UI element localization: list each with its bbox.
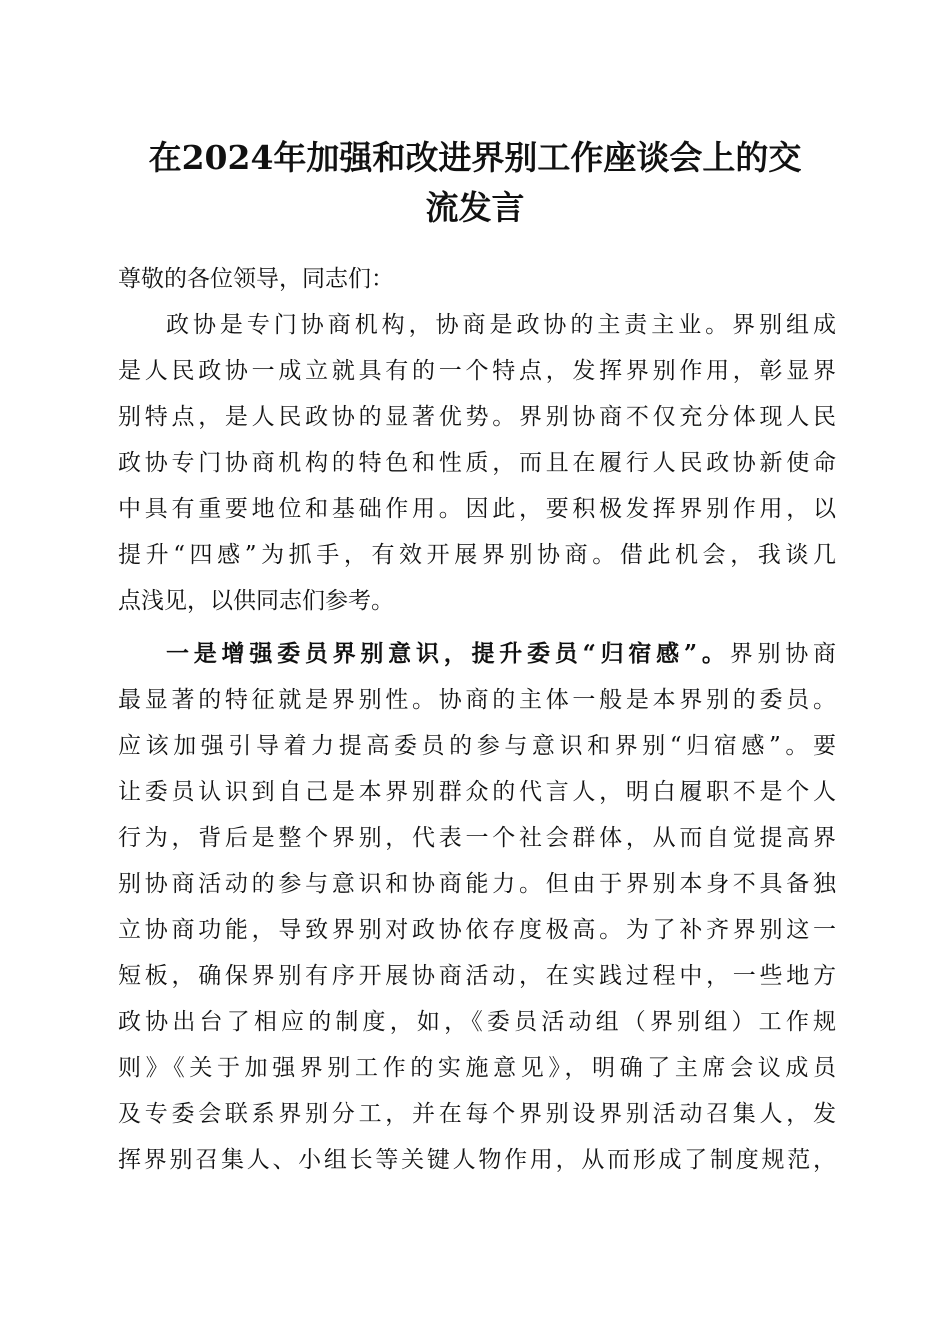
paragraph-line: 行为，背后是整个界别，代表一个社会群体，从而自觉提高界 (118, 825, 836, 851)
paragraph-line: 政协是专门协商机构，协商是政协的主责主业。界别组成 (166, 312, 836, 338)
paragraph-first-line (118, 631, 836, 677)
paragraph-line: 及专委会联系界别分工，并在每个界别设界别活动召集人，发 (118, 1101, 836, 1127)
paragraph-line: 则》《关于加强界别工作的实施意见》，明确了主席会议成员 (118, 1055, 836, 1081)
paragraph-line: 应该加强引导着力提高委员的参与意识和界别“归宿感”。要 (118, 733, 836, 759)
paragraph-1 (118, 302, 836, 624)
paragraph-line: 立协商功能，导致界别对政协依存度极高。为了补齐界别这一 (118, 917, 836, 943)
paragraph-line: 短板，确保界别有序开展协商活动，在实践过程中，一些地方 (118, 963, 836, 989)
paragraph-line: 中具有重要地位和基础作用。因此，要积极发挥界别作用，以 (118, 496, 836, 522)
paragraph-line: 别特点，是人民政协的显著优势。界别协商不仅充分体现人民 (118, 404, 836, 430)
paragraph-heading: 一是增强委员界别意识，提升委员“归宿感”。 (166, 640, 730, 667)
document-body (118, 256, 836, 1183)
title-line-1: 在2024年加强和改进界别工作座谈会上的交 (148, 138, 802, 177)
paragraph-line: 政协专门协商机构的特色和性质，而且在履行人民政协新使命 (118, 450, 836, 476)
paragraph-heading-rest: 界别协商 (729, 641, 837, 667)
paragraph-line: 政协出台了相应的制度，如，《委员活动组（界别组）工作规 (118, 1009, 836, 1035)
paragraph-2 (118, 631, 836, 1183)
paragraph-line: 挥界别召集人、小组长等关键人物作用，从而形成了制度规范， (118, 1147, 836, 1173)
paragraph-line: 点浅见，以供同志们参考。 (118, 588, 394, 614)
paragraph-line: 最显著的特征就是界别性。协商的主体一般是本界别的委员。 (118, 687, 836, 713)
salutation: 尊敬的各位领导，同志们： (118, 266, 394, 292)
paragraph-line: 别协商活动的参与意识和协商能力。但由于界别本身不具备独 (118, 871, 836, 897)
document-title (118, 133, 832, 233)
paragraph-line: 是人民政协一成立就具有的一个特点，发挥界别作用，彰显界 (118, 358, 836, 384)
paragraph-line: 提升“四感”为抓手，有效开展界别协商。借此机会，我谈几 (118, 542, 836, 568)
title-line-2: 流发言 (425, 188, 525, 227)
paragraph-line: 让委员认识到自己是本界别群众的代言人，明白履职不是个人 (118, 779, 836, 805)
